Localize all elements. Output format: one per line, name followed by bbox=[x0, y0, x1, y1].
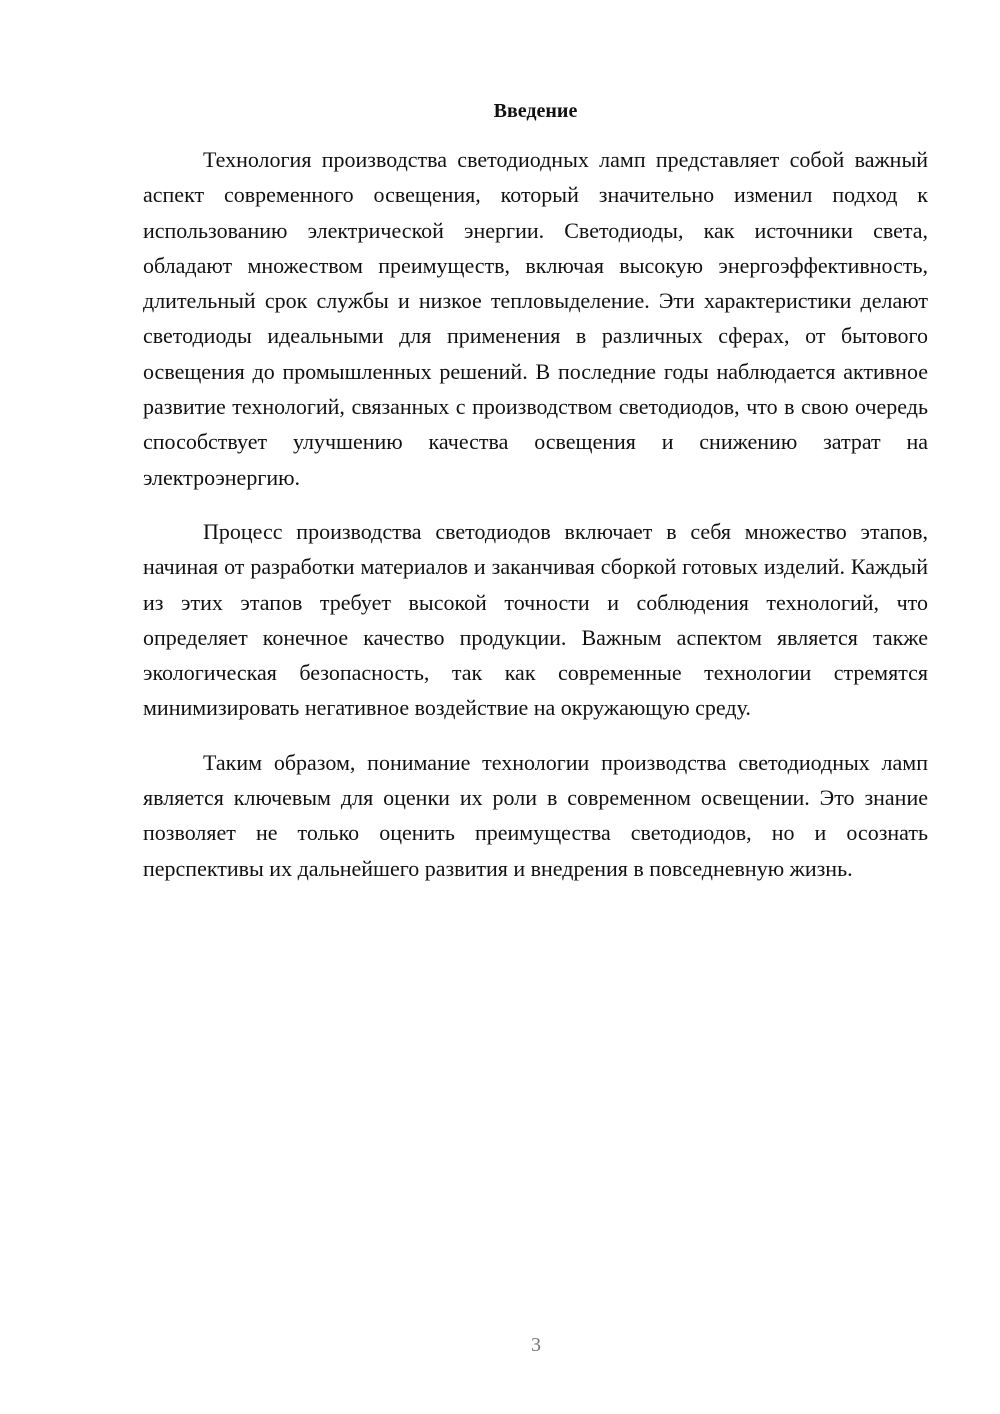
paragraph-3: Таким образом, понимание технологии производства светодиодных ламп является ключевым для оценки их роли в современном освещении. Это знание позволяет не только оценить преимущества светодиодов, но и осознать перспективы их дальнейшего развития и внедрения в повседневную жизнь. bbox=[143, 749, 928, 881]
paragraph-2: Процесс производства светодиодов включает в себя множество этапов, начиная от разработки материалов и заканчивая сборкой готовых изделий. Каждый из этих этапов требует высокой точности и соблюдения технологий, что определяет конечное качество продукции. Важным аспектом является также экологическая безопасность, так как современные технологии стремятся минимизировать негативное воздействие на окружающую среду. bbox=[143, 518, 928, 721]
paragraph-1: Технология производства светодиодных ламп представляет собой важный аспект современного освещения, который значительно изменил подход к использованию электрической энергии. Светодиоды, как источники света, обладают множеством преимуществ, включая высокую энергоэффективность, длительный срок службы и низкое тепловыделение. Эти характеристики делают светодиоды идеальными для применения в различных сферах, от бытового освещения до промышленных решений. В последние годы наблюдается активное развитие технологий, связанных с производством светодиодов, что в свою очередь способствует улучшению качества освещения и снижению затрат на электроэнергию. bbox=[143, 147, 928, 490]
page-number: 3 bbox=[531, 1334, 541, 1356]
section-heading: Введение bbox=[493, 100, 578, 122]
body-text bbox=[143, 142, 928, 905]
